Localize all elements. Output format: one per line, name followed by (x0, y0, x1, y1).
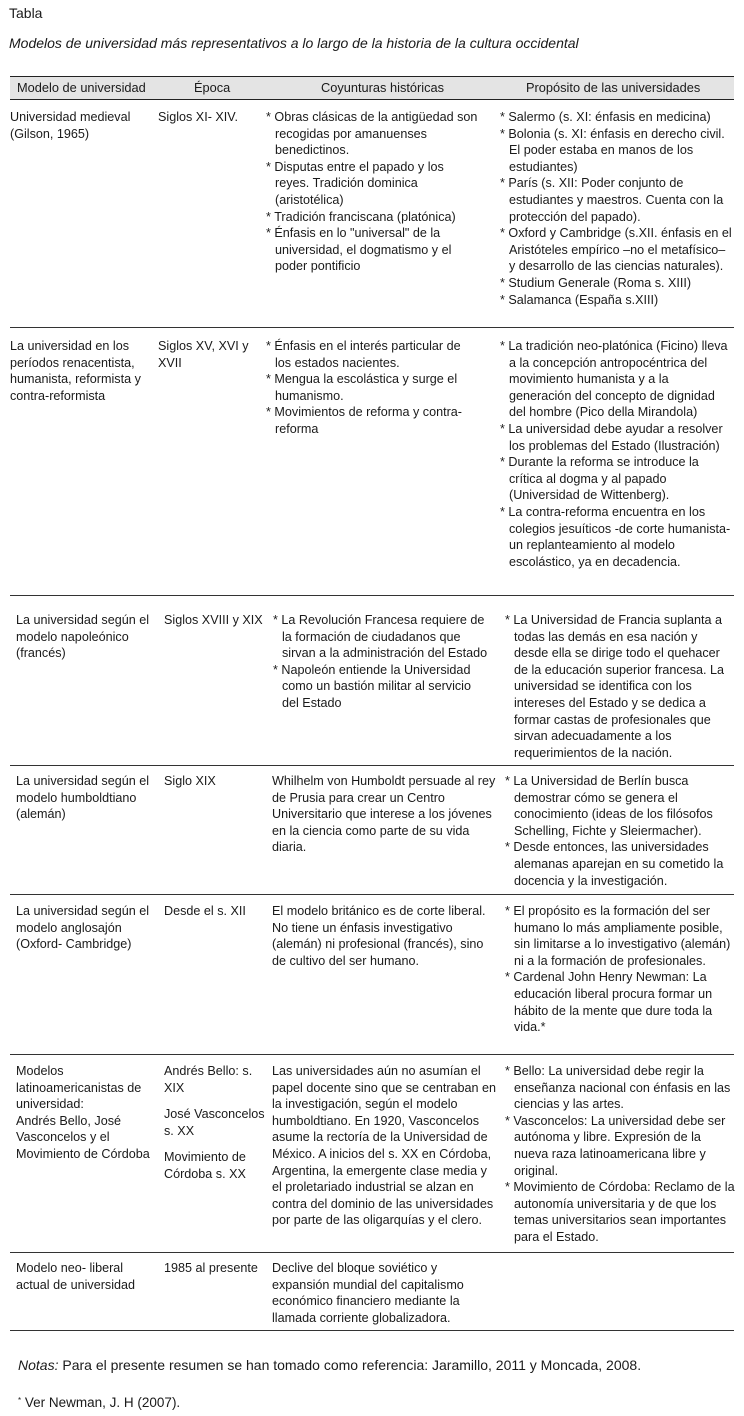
row7-modelo: Modelo neo- liberal actual de universidad (16, 1261, 136, 1292)
row4-modelo: La universidad según el modelo humboldtiano (alemán) (16, 774, 150, 822)
table-caption: Modelos de universidad más representativos a lo largo de la historia de la cultura occidental (9, 35, 579, 51)
row4-proposito: * La Universidad de Berlín busca demostrar cómo se genera el conocimiento (ideas de los filósofos Schelling, Fichte y Sleiermacher). * Desde entonces, las universidades alemanas aparejan en su cometido la docencia y la investigación. (505, 773, 734, 889)
table-notes (18, 1356, 641, 1374)
row4-epoca: Siglo XIX (164, 774, 216, 788)
notes-text: Para el presente resumen se han tomado como referencia: Jaramillo, 2011 y Moncada, 2008. (58, 1357, 642, 1373)
row1-epoca: Siglos XI- XIV. (158, 110, 239, 124)
row-separator (10, 1054, 734, 1055)
row5-proposito: * El propósito es la formación del ser humano lo más ampliamente posible, sin limitarse a lo investigativo (alemán) ni a la formación de profesionales. * Cardenal John Henry Newman: La educación liberal procura formar un hábito de la mente que dure toda la vida.* (505, 903, 734, 1036)
row-separator (10, 327, 734, 328)
row-separator (10, 1252, 734, 1253)
row3-proposito: * La Universidad de Francia suplanta a todas las demás en esa nación y desde ella se dirige todo el quehacer de la educación superior francesa. La universidad se identifica con los intereses del Estado y se dedica a formar castas de profesionales que sirvan adecuadamente a los requerimientos de la nación. (505, 612, 735, 761)
row1-proposito: * Salermo (s. XI: énfasis en medicina) * Bolonia (s. XI: énfasis en derecho civil. El poder estaba en manos de los estudiantes) * París (s. XII: Poder conjunto de estudiantes y maestros. Cuenta con la protección del papado). * Oxford y Cambridge (s.XII. énfasis en el Aristóteles empírico –no el metafísico– y desarrollo de las ciencias naturales). * Studium Generale (Roma s. XIII) * Salamanca (España s.XIII) (500, 109, 734, 308)
header-modelo: Modelo de universidad (17, 80, 146, 95)
notes-label: Notas: (18, 1357, 59, 1373)
header-coyunturas: Coyunturas históricas (321, 80, 445, 95)
row3-coyunturas: * La Revolución Francesa requiere de la formación de ciudadanos que sirvan a la administración del Estado * Napoleón entiende la Universidad como un bastión militar al servicio del Estado (273, 612, 491, 712)
table-label: Tabla (9, 5, 43, 21)
footnote-mark: * (18, 1396, 22, 1405)
row7-coyunturas: Declive del bloque soviético y expansión mundial del capitalismo económico financiero mediante la llamada corriente globalizadora. (272, 1261, 464, 1325)
table-bottom-rule (10, 1330, 734, 1331)
row5-epoca: Desde el s. XII (164, 904, 246, 918)
row1-modelo: Universidad medieval (Gilson, 1965) (10, 110, 131, 141)
row1-coyunturas: * Obras clásicas de la antigüedad son recogidas por amanuenses benedictinos. * Disputas entre el papado y los reyes. Tradición dominica (aristotélica) * Tradición franciscana (platónica) * Énfasis en lo "universal" de la universidad, el dogmatismo y el poder pontificio (266, 109, 478, 275)
row3-modelo: La universidad según el modelo napoleónico (francés) (16, 613, 150, 661)
table-header (10, 76, 734, 100)
row2-epoca: Siglos XV, XVI y XVII (158, 339, 249, 370)
row-separator (10, 894, 734, 895)
row2-modelo: La universidad en los períodos renacentista, humanista, reformista y contra-reformista (10, 339, 141, 403)
header-epoca: Época (194, 80, 231, 95)
row2-coyunturas: * Énfasis en el interés particular de los estados nacientes. * Mengua la escolástica y surge el humanismo. * Movimientos de reforma y contra-reforma (266, 338, 478, 438)
row-separator (10, 595, 734, 596)
row-separator (10, 765, 734, 766)
row2-proposito: * La tradición neo-platónica (Ficino) lleva a la concepción antropocéntrica del movimiento humanista y a la generación del concepto de dignidad del hombre (Pico della Mirandola) * La universidad debe ayudar a resolver los problemas del Estado (Ilustración) * Durante la reforma se introduce la crítica al dogma y al papado (Universidad de Wittenberg). * La contra-reforma encuentra en los colegios jesuíticos -de corte humanista- un replanteamiento al modelo escolástico, ya en decadencia. (500, 338, 734, 570)
row5-coyunturas: El modelo británico es de corte liberal. No tiene un énfasis investigativo (alemán) ni profesional (francés), sino de cultivo del ser humano. (272, 904, 486, 968)
row3-epoca: Siglos XVIII y XIX (164, 613, 263, 627)
row7-epoca: 1985 al presente (164, 1261, 258, 1275)
row4-coyunturas: Whilhelm von Humboldt persuade al rey de Prusia para crear un Centro Universitario que interese a los jóvenes en la ciencia como parte de su vida diaria. (272, 774, 496, 855)
footnote-text: Ver Newman, J. H (2007). (21, 1395, 181, 1410)
row6-coyunturas: Las universidades aún no asumían el papel docente sino que se centraban en la investigación, según el modelo humboldtiano. En 1920, Vasconcelos asume la rectoría de la Universidad de México. A inicios del s. XX en Córdoba, Argentina, la emergente clase media y el proletariado industrial se alzan en contra del dominio de las universidades por parte de las oligarquías y el clero. (272, 1064, 497, 1228)
row6-epoca: Andrés Bello: s. XIX José Vasconcelos s. XX Movimiento de Córdoba s. XX (164, 1064, 265, 1181)
header-proposito: Propósito de las universidades (526, 80, 701, 95)
row6-modelo: Modelos latinoamericanistas de universidad: Andrés Bello, José Vasconcelos y el Movimiento de Córdoba (16, 1064, 150, 1161)
footnote (18, 1394, 180, 1412)
row6-proposito: * Bello: La universidad debe regir la enseñanza nacional con énfasis en las ciencias y las artes. * Vasconcelos: La universidad debe ser autónoma y libre. Expresión de la nueva raza latinoamericana libre y original. * Movimiento de Córdoba: Reclamo de la autonomía universitaria y de que los temas universitarios sean importantes para el Estado. (505, 1063, 737, 1246)
row5-modelo: La universidad según el modelo anglosajón (Oxford- Cambridge) (16, 904, 150, 952)
